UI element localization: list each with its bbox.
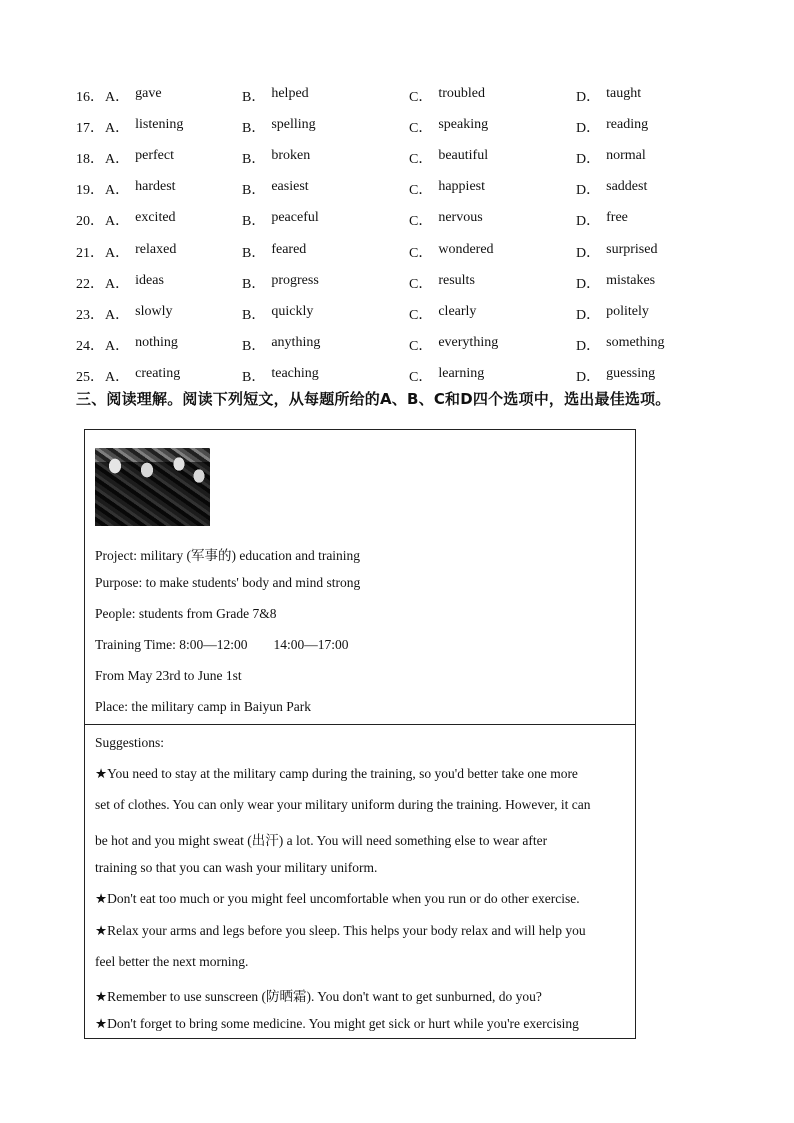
option-choice	[576, 335, 716, 355]
option-choice	[105, 148, 242, 168]
option-choice	[409, 210, 576, 230]
suggestions-title: Suggestions:	[95, 735, 165, 750]
option-choice	[409, 117, 576, 137]
option-word: mistakes	[606, 272, 656, 288]
option-letter: C．	[409, 89, 433, 105]
option-choice	[576, 148, 716, 168]
option-word: quickly	[271, 303, 314, 319]
option-word: happiest	[438, 179, 485, 195]
option-letter: B．	[242, 214, 266, 230]
option-letter: D．	[576, 214, 601, 230]
option-letter: D．	[576, 370, 601, 386]
option-word: peaceful	[271, 210, 319, 226]
question-number: 20．	[76, 214, 104, 230]
option-letter: D．	[576, 183, 601, 199]
question-number: 16．	[76, 89, 104, 105]
option-letter: A．	[105, 89, 130, 105]
notice-box	[84, 429, 636, 1039]
military-training-photo	[95, 448, 210, 526]
option-letter: C．	[409, 339, 433, 355]
option-choice	[242, 304, 409, 324]
option-letter: A．	[105, 370, 130, 386]
option-word: nervous	[438, 210, 483, 226]
option-letter: C．	[409, 151, 433, 167]
option-word: saddest	[606, 179, 648, 195]
option-letter: B．	[242, 183, 266, 199]
question-number: 23．	[76, 307, 104, 323]
option-letter: D．	[576, 276, 601, 292]
option-word: learning	[438, 366, 485, 382]
option-letter: C．	[409, 245, 433, 261]
project-line: Project: military (军事的) education and training	[95, 548, 361, 563]
option-choice	[409, 242, 576, 262]
option-choice	[105, 335, 242, 355]
suggestion-line: ★Relax your arms and legs before you sleep. This helps your body relax and will help you	[95, 922, 586, 938]
option-word: surprised	[606, 241, 658, 257]
option-choice	[576, 179, 716, 199]
option-word: teaching	[271, 366, 319, 382]
option-word: taught	[606, 85, 642, 101]
section-divider	[85, 724, 635, 725]
option-word: relaxed	[135, 241, 177, 257]
option-choice	[242, 86, 409, 106]
option-choice	[242, 366, 409, 386]
option-word: nothing	[135, 335, 178, 351]
option-choice	[409, 366, 576, 386]
option-letter: C．	[409, 183, 433, 199]
training-time-afternoon: 14:00—17:00	[273, 637, 349, 652]
option-letter: B．	[242, 245, 266, 261]
option-choice	[576, 366, 716, 386]
question-number: 24．	[76, 339, 104, 355]
option-word: gave	[135, 85, 162, 101]
option-letter: A．	[105, 276, 130, 292]
section-title: 三、阅读理解。阅读下列短文，从每题所给的A、B、C和D四个选项中，选出最佳选项。	[76, 390, 671, 408]
option-word: beautiful	[438, 147, 489, 163]
option-choice	[105, 117, 242, 137]
option-word: hardest	[135, 179, 176, 195]
option-letter: A．	[105, 245, 130, 261]
option-choice	[409, 148, 576, 168]
option-letter: A．	[105, 120, 130, 136]
question-number: 21．	[76, 245, 104, 261]
option-word: everything	[438, 335, 499, 351]
option-letter: B．	[242, 276, 266, 292]
option-choice	[242, 179, 409, 199]
question-row	[76, 205, 736, 236]
answer-options	[76, 80, 736, 392]
option-choice	[105, 210, 242, 230]
option-choice	[242, 210, 409, 230]
option-choice	[409, 273, 576, 293]
option-choice	[576, 210, 716, 230]
option-word: listening	[135, 116, 184, 132]
dates-line: From May 23rd to June 1st	[95, 668, 242, 683]
question-number: 22．	[76, 276, 104, 292]
option-word: progress	[271, 272, 319, 288]
question-number: 17．	[76, 120, 104, 136]
question-number: 18．	[76, 151, 104, 167]
option-letter: A．	[105, 214, 130, 230]
option-letter: B．	[242, 151, 266, 167]
option-choice	[242, 117, 409, 137]
option-word: something	[606, 335, 665, 351]
suggestion-line: ★Don't eat too much or you might feel uncomfortable when you run or do other exercise.	[95, 891, 580, 907]
option-letter: B．	[242, 370, 266, 386]
option-choice	[105, 366, 242, 386]
question-row	[76, 236, 736, 267]
people-line: People: students from Grade 7&8	[95, 606, 277, 621]
option-letter: D．	[576, 120, 601, 136]
question-row	[76, 111, 736, 142]
option-choice	[576, 117, 716, 137]
option-word: feared	[271, 241, 307, 257]
option-choice	[105, 179, 242, 199]
option-word: normal	[606, 147, 646, 163]
suggestion-line: ★Remember to use sunscreen (防晒霜). You don't want to get sunburned, do you?	[95, 989, 542, 1005]
option-letter: A．	[105, 307, 130, 323]
option-letter: D．	[576, 307, 601, 323]
option-choice	[105, 86, 242, 106]
option-word: guessing	[606, 366, 656, 382]
option-letter: A．	[105, 339, 130, 355]
option-word: easiest	[271, 179, 309, 195]
option-word: speaking	[438, 116, 489, 132]
training-time-line	[95, 637, 349, 653]
question-row	[76, 298, 736, 329]
question-row	[76, 174, 736, 205]
option-choice	[105, 273, 242, 293]
question-row	[76, 80, 736, 111]
option-letter: B．	[242, 89, 266, 105]
option-letter: C．	[409, 370, 433, 386]
option-letter: C．	[409, 214, 433, 230]
option-choice	[576, 273, 716, 293]
option-letter: D．	[576, 89, 601, 105]
option-word: spelling	[271, 116, 316, 132]
option-letter: B．	[242, 339, 266, 355]
option-choice	[576, 86, 716, 106]
option-letter: B．	[242, 307, 266, 323]
suggestion-line: ★Don't forget to bring some medicine. You might get sick or hurt while you're exercising	[95, 1016, 579, 1032]
question-number: 25．	[76, 370, 104, 386]
question-number: 19．	[76, 183, 104, 199]
option-letter: C．	[409, 276, 433, 292]
option-choice	[242, 148, 409, 168]
training-time-morning: Training Time: 8:00—12:00	[95, 637, 248, 652]
question-row	[76, 142, 736, 173]
option-word: politely	[606, 303, 649, 319]
option-choice	[105, 304, 242, 324]
question-row	[76, 267, 736, 298]
option-letter: C．	[409, 307, 433, 323]
option-letter: D．	[576, 151, 601, 167]
option-word: ideas	[135, 272, 164, 288]
option-choice	[242, 242, 409, 262]
suggestion-line: be hot and you might sweat (出汗) a lot. You will need something else to wear after	[95, 832, 548, 848]
option-word: broken	[271, 147, 311, 163]
option-word: slowly	[135, 303, 173, 319]
option-word: reading	[606, 116, 649, 132]
suggestion-line: training so that you can wash your military uniform.	[95, 859, 378, 875]
option-letter: A．	[105, 183, 130, 199]
option-choice	[409, 179, 576, 199]
option-choice	[409, 86, 576, 106]
option-word: results	[438, 272, 475, 288]
option-word: excited	[135, 210, 176, 226]
option-choice	[242, 273, 409, 293]
suggestion-line: ★You need to stay at the military camp during the training, so you'd better take one more	[95, 766, 578, 781]
option-letter: D．	[576, 245, 601, 261]
option-word: free	[606, 210, 628, 226]
option-letter: B．	[242, 120, 266, 136]
suggestion-line: set of clothes. You can only wear your military uniform during the training. However, it can	[95, 797, 591, 813]
option-word: anything	[271, 335, 321, 351]
option-letter: D．	[576, 339, 601, 355]
option-word: wondered	[438, 241, 494, 257]
question-row	[76, 330, 736, 361]
option-choice	[105, 242, 242, 262]
option-word: creating	[135, 366, 181, 382]
option-choice	[242, 335, 409, 355]
option-choice	[576, 304, 716, 324]
option-word: perfect	[135, 147, 174, 163]
option-choice	[409, 304, 576, 324]
option-word: clearly	[438, 303, 477, 319]
option-letter: C．	[409, 120, 433, 136]
option-choice	[409, 335, 576, 355]
option-letter: A．	[105, 151, 130, 167]
option-word: helped	[271, 85, 309, 101]
suggestion-line: feel better the next morning.	[95, 953, 249, 969]
option-choice	[576, 242, 716, 262]
place-line: Place: the military camp in Baiyun Park	[95, 699, 311, 714]
option-word: troubled	[438, 85, 485, 101]
purpose-line: Purpose: to make students' body and mind strong	[95, 575, 361, 590]
